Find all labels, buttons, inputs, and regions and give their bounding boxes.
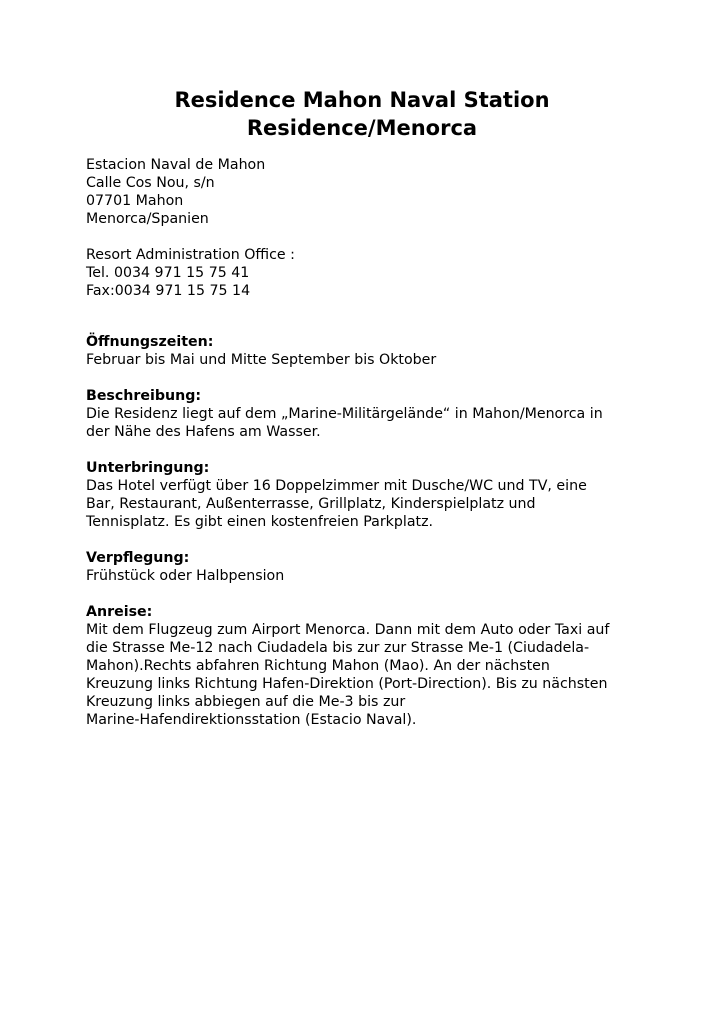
section-line: Das Hotel verfügt über 16 Doppelzimmer mit Dusche/WC und TV, eine: [86, 478, 587, 494]
office-fax: Fax:0034 971 15 75 14: [86, 283, 251, 299]
section-accommodation: [86, 459, 646, 531]
office-contact-block: [86, 246, 646, 300]
address-line: Estacion Naval de Mahon: [86, 157, 266, 173]
document-page: [86, 86, 646, 729]
section-line: Mit dem Flugzeug zum Airport Menorca. Dann mit dem Auto oder Taxi auf: [86, 622, 610, 638]
section-directions: [86, 603, 646, 729]
section-catering: [86, 549, 646, 585]
section-line: Marine-Hafendirektionsstation (Estacio Naval).: [86, 712, 417, 728]
section-opening-hours: [86, 333, 646, 369]
section-line: der Nähe des Hafens am Wasser.: [86, 424, 321, 440]
section-line: Kreuzung links abbiegen auf die Me-3 bis zur: [86, 694, 406, 710]
section-heading: Unterbringung:: [86, 460, 210, 476]
section-line: Bar, Restaurant, Außenterrasse, Grillplatz, Kinderspielplatz und: [86, 496, 536, 512]
section-heading: Anreise:: [86, 604, 153, 620]
section-line: Frühstück oder Halbpension: [86, 568, 285, 584]
section-line: Tennisplatz. Es gibt einen kostenfreien Parkplatz.: [86, 514, 434, 530]
section-line: Februar bis Mai und Mitte September bis Oktober: [86, 352, 437, 368]
section-heading: Beschreibung:: [86, 388, 202, 404]
section-line: Mahon).Rechts abfahren Richtung Mahon (Mao). An der nächsten: [86, 658, 550, 674]
section-line: Kreuzung links Richtung Hafen-Direktion (Port-Direction). Bis zu nächsten: [86, 676, 608, 692]
office-phone: Tel. 0034 971 15 75 41: [86, 265, 250, 281]
title-line-1: Residence Mahon Naval Station: [174, 88, 550, 112]
address-line: Menorca/Spanien: [86, 211, 209, 227]
section-line: die Strasse Me-12 nach Ciudadela bis zur zur Strasse Me-1 (Ciudadela-: [86, 640, 590, 656]
address-block: [86, 156, 646, 228]
address-line: Calle Cos Nou, s/n: [86, 175, 215, 191]
section-heading: Öffnungszeiten:: [86, 334, 214, 350]
section-description: [86, 387, 646, 441]
section-heading: Verpflegung:: [86, 550, 190, 566]
section-line: Die Residenz liegt auf dem „Marine-Militärgelände“ in Mahon/Menorca in: [86, 406, 603, 422]
document-title: [86, 86, 638, 142]
title-line-2: Residence/Menorca: [246, 116, 478, 140]
address-line: 07701 Mahon: [86, 193, 184, 209]
office-label: Resort Administration Office :: [86, 247, 295, 263]
